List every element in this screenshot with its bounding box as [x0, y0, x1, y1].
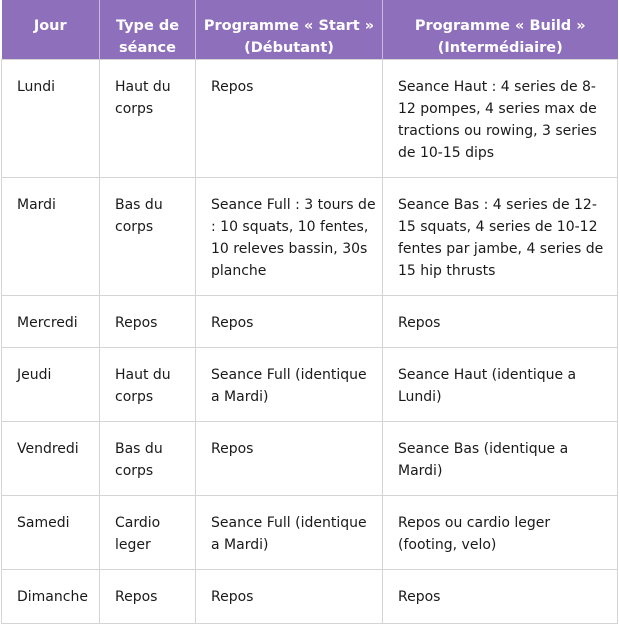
table-row [2, 296, 618, 348]
cell-start: Seance Full : 3 tours de : 10 squats, 10 fentes, 10 releves bassin, 30s planche [196, 178, 383, 296]
cell-jour: Mardi [2, 178, 100, 296]
table-row [2, 60, 618, 178]
cell-start: Repos [196, 570, 383, 624]
cell-start: Repos [196, 422, 383, 496]
header-programme-build: Programme « Build » (Intermédiaire) [383, 0, 618, 60]
cell-type: Bas du corps [100, 178, 196, 296]
cell-build: Seance Bas (identique a Mardi) [383, 422, 618, 496]
cell-build: Seance Haut (identique a Lundi) [383, 348, 618, 422]
cell-jour: Jeudi [2, 348, 100, 422]
table-row [2, 570, 618, 624]
cell-build: Seance Bas : 4 series de 12-15 squats, 4 series de 10-12 fentes par jambe, 4 series de 15 hip thrusts [383, 178, 618, 296]
cell-type: Bas du corps [100, 422, 196, 496]
cell-jour: Samedi [2, 496, 100, 570]
cell-build: Repos ou cardio leger (footing, velo) [383, 496, 618, 570]
cell-jour: Lundi [2, 60, 100, 178]
table-row [2, 422, 618, 496]
cell-start: Seance Full (identique a Mardi) [196, 348, 383, 422]
cell-type: Repos [100, 296, 196, 348]
cell-build: Repos [383, 570, 618, 624]
header-programme-start: Programme « Start » (Débutant) [196, 0, 383, 60]
cell-type: Haut du corps [100, 60, 196, 178]
cell-start: Repos [196, 296, 383, 348]
cell-build: Seance Haut : 4 series de 8-12 pompes, 4 series max de tractions ou rowing, 3 series de 10-15 dips [383, 60, 618, 178]
cell-start: Repos [196, 60, 383, 178]
weekly-program-table [1, 0, 618, 624]
cell-type: Cardio leger [100, 496, 196, 570]
header-type-seance: Type de séance [100, 0, 196, 60]
table-header-row [2, 0, 618, 60]
cell-type: Haut du corps [100, 348, 196, 422]
cell-build: Repos [383, 296, 618, 348]
table-row [2, 496, 618, 570]
cell-jour: Vendredi [2, 422, 100, 496]
header-jour: Jour [2, 0, 100, 60]
cell-jour: Mercredi [2, 296, 100, 348]
cell-start: Seance Full (identique a Mardi) [196, 496, 383, 570]
table-row [2, 348, 618, 422]
cell-jour: Dimanche [2, 570, 100, 624]
table-row [2, 178, 618, 296]
cell-type: Repos [100, 570, 196, 624]
